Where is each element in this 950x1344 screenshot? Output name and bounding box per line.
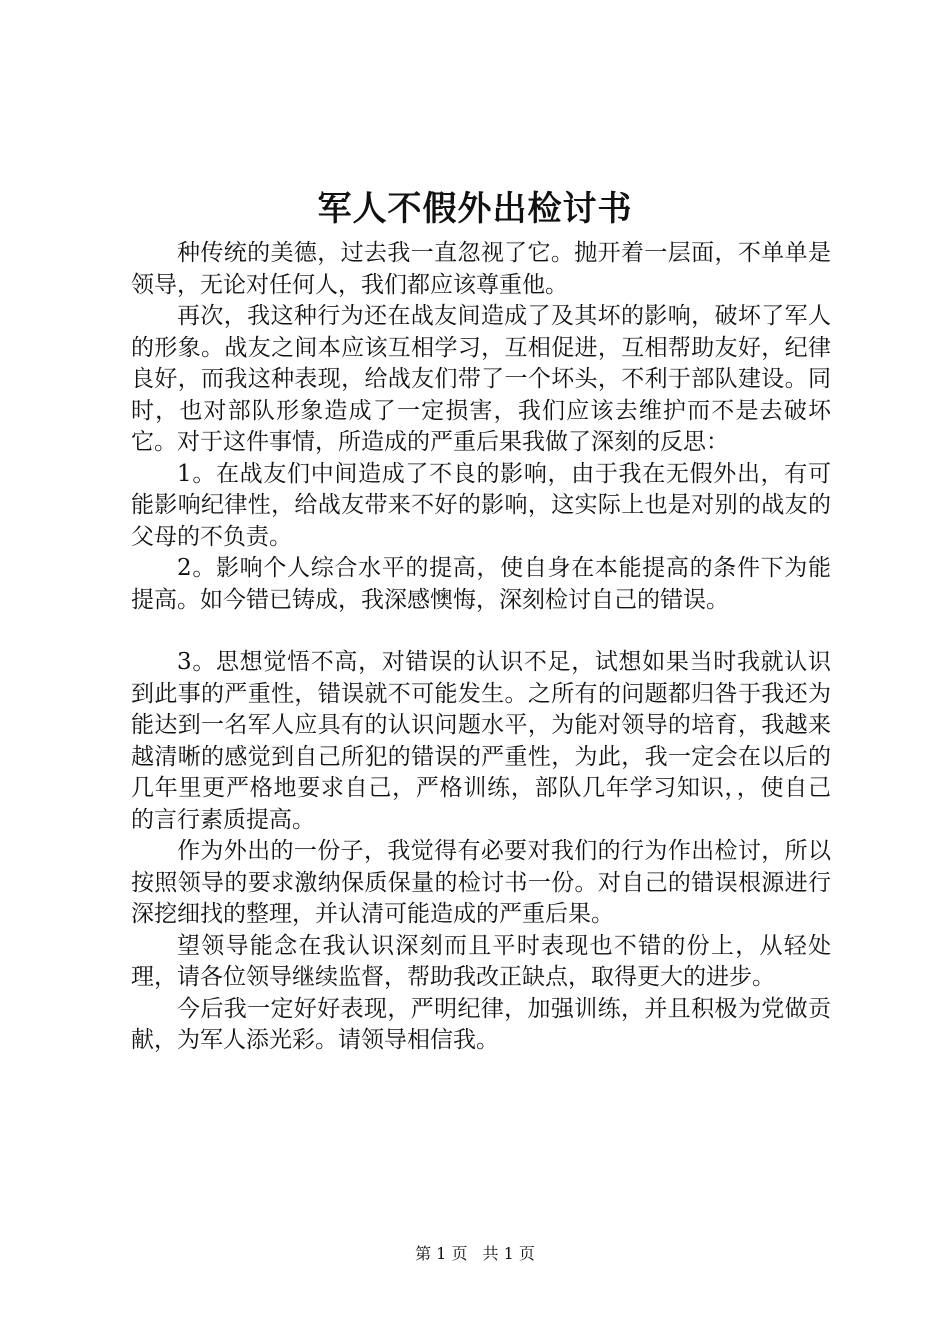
document-body xyxy=(131,238,831,1057)
paragraph-point-2: 2。影响个人综合水平的提高，使自身在本能提高的条件下为能提高。如今错已铸成，我深感懊悔，深刻检讨自己的错误。 xyxy=(131,555,831,613)
paragraph-request: 望领导能念在我认识深刻而且平时表现也不错的份上，从轻处理，请各位领导继续监督，帮助我改正缺点，取得更大的进步。 xyxy=(131,932,831,990)
paragraph-reflection: 作为外出的一份子，我觉得有必要对我们的行为作出检讨，所以按照领导的要求激纳保质保量的检讨书一份。对自己的错误根源进行深挖细找的整理，并认清可能造成的严重后果。 xyxy=(131,838,831,927)
paragraph-closing: 今后我一定好好表现，严明纪律，加强训练，并且积极为党做贡献，为军人添光彩。请领导相信我。 xyxy=(131,995,831,1053)
paragraph-impact: 再次，我这种行为还在战友间造成了及其坏的影响，破坏了军人的形象。战友之间本应该互相学习，互相促进，互相帮助友好，纪律良好，而我这种表现，给战友们带了一个坏头，不利于部队建设。同时，也对部队形象造成了一定损害，我们应该去维护而不是去破坏它。对于这件事情，所造成的严重后果我做了深刻的反思： xyxy=(131,303,831,455)
document-title: 军人不假外出检讨书 xyxy=(317,189,633,229)
page-number: 第 1 页 xyxy=(415,1244,468,1263)
page-total: 共 1 页 xyxy=(482,1244,535,1263)
paragraph-point-3: 3。思想觉悟不高，对错误的认识不足，试想如果当时我就认识到此事的严重性，错误就不可能发生。之所有的问题都归咎于我还为能达到一名军人应具有的认识问题水平，为能对领导的培育，我越来越清晰的感觉到自己所犯的错误的严重性，为此，我一定会在以后的几年里更严格地要求自己，严格训练，部队几年学习知识，，使自己的言行素质提高。 xyxy=(131,649,831,833)
paragraph-gap xyxy=(131,616,831,647)
paragraph-point-1: 1。在战友们中间造成了不良的影响，由于我在无假外出，有可能影响纪律性，给战友带来不好的影响，这实际上也是对别的战友的父母的不负责。 xyxy=(131,460,831,550)
paragraph-intro: 种传统的美德，过去我一直忽视了它。抛开着一层面，不单单是领导，无论对任何人，我们都应该尊重他。 xyxy=(131,240,831,298)
page-footer xyxy=(0,1242,950,1266)
